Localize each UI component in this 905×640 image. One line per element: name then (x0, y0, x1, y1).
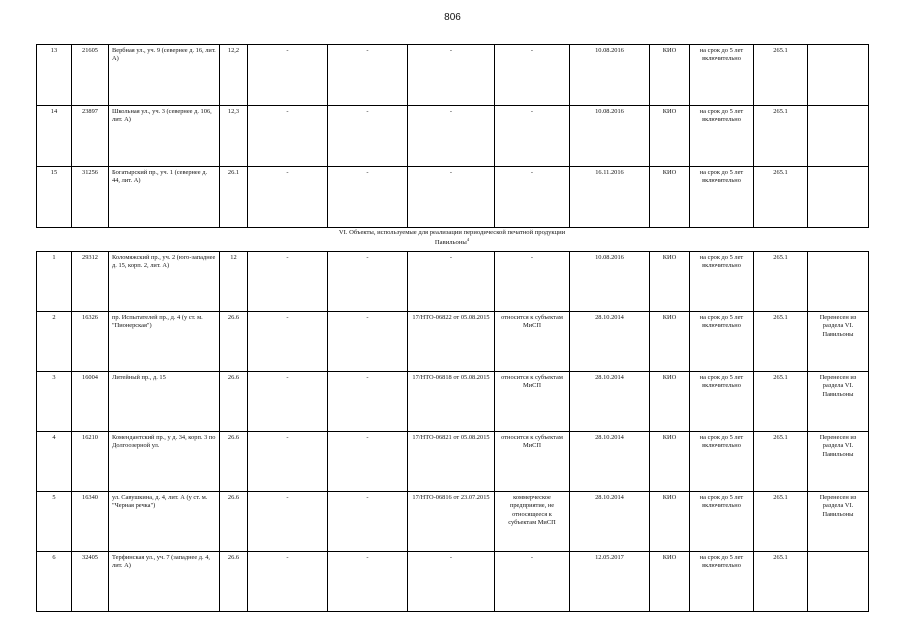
cell-c8: - (495, 167, 570, 228)
cell-c7: - (408, 167, 495, 228)
section-title: VI. Объекты, используемые для реализации периодической печатной продукции (338, 229, 566, 236)
cell-date: 28.10.2014 (570, 492, 650, 552)
cell-date: 10.08.2016 (570, 45, 650, 106)
table-row (37, 372, 869, 432)
cell-address: Вербная ул., уч. 9 (севернее д. 16, лит. А) (109, 45, 220, 106)
cell-c6: - (328, 492, 408, 552)
cell-term: на срок до 5 лет включительно (690, 492, 754, 552)
cell-date: 10.08.2016 (570, 252, 650, 312)
cell-term: на срок до 5 лет включительно (690, 252, 754, 312)
cell-address: Коломяжский пр., уч. 2 (юго-западнее д. 15, корп. 2, лит. А) (109, 252, 220, 312)
cell-c8: относится к субъектам МиСП (495, 372, 570, 432)
cell-note (808, 252, 869, 312)
cell-c8: относится к субъектам МиСП (495, 312, 570, 372)
cell-c7: 17/НТО-06816 от 23.07.2015 (408, 492, 495, 552)
section-subtitle: Павильоны$^4$ (434, 237, 470, 247)
cell-c5: - (248, 492, 328, 552)
cell-term: на срок до 5 лет включительно (690, 552, 754, 612)
table-row (37, 492, 869, 552)
cell-id: 16340 (72, 492, 109, 552)
cell-c6: - (328, 167, 408, 228)
cell-c8: - (495, 552, 570, 612)
cell-area: 26.6 (220, 552, 248, 612)
cell-c7: 17/НТО-06822 от 05.08.2015 (408, 312, 495, 372)
objects-table-top (36, 44, 869, 228)
cell-c7: - (408, 552, 495, 612)
cell-c5: - (248, 372, 328, 432)
cell-code: 265.1 (754, 432, 808, 492)
cell-note: Перенесен из раздела VI. Павильоны (808, 372, 869, 432)
cell-note (808, 552, 869, 612)
table-row (37, 432, 869, 492)
cell-no: 4 (37, 432, 72, 492)
cell-id: 29312 (72, 252, 109, 312)
section-heading (36, 228, 868, 248)
cell-code: 265.1 (754, 106, 808, 167)
cell-id: 23897 (72, 106, 109, 167)
cell-date: 10.08.2016 (570, 106, 650, 167)
cell-c8: - (495, 106, 570, 167)
cell-term: на срок до 5 лет включительно (690, 432, 754, 492)
cell-id: 31256 (72, 167, 109, 228)
cell-c6: - (328, 312, 408, 372)
cell-date: 16.11.2016 (570, 167, 650, 228)
cell-org: КИО (650, 492, 690, 552)
cell-code: 265.1 (754, 167, 808, 228)
cell-no: 5 (37, 492, 72, 552)
cell-org: КИО (650, 312, 690, 372)
cell-c6: - (328, 252, 408, 312)
cell-code: 265.1 (754, 312, 808, 372)
cell-id: 21605 (72, 45, 109, 106)
cell-no: 14 (37, 106, 72, 167)
cell-date: 12.05.2017 (570, 552, 650, 612)
cell-c7: - (408, 45, 495, 106)
cell-term: на срок до 5 лет включительно (690, 312, 754, 372)
table-row (37, 312, 869, 372)
cell-c5: - (248, 432, 328, 492)
cell-c8: коммерческое предприятие, не относящееся к субъектам МиСП (495, 492, 570, 552)
cell-area: 12 (220, 252, 248, 312)
cell-code: 265.1 (754, 492, 808, 552)
cell-code: 265.1 (754, 552, 808, 612)
cell-area: 26.6 (220, 492, 248, 552)
cell-note: Перенесен из раздела VI. Павильоны (808, 432, 869, 492)
cell-c8: - (495, 252, 570, 312)
cell-c6: - (328, 432, 408, 492)
cell-term: на срок до 5 лет включительно (690, 106, 754, 167)
cell-c5: - (248, 252, 328, 312)
cell-no: 6 (37, 552, 72, 612)
cell-date: 28.10.2014 (570, 432, 650, 492)
footnote-mark: 4 (466, 237, 470, 243)
cell-no: 1 (37, 252, 72, 312)
cell-area: 26.6 (220, 372, 248, 432)
table1-body (37, 45, 869, 228)
cell-org: КИО (650, 372, 690, 432)
cell-c8: - (495, 45, 570, 106)
cell-code: 265.1 (754, 252, 808, 312)
cell-address: Терфинская ул., уч. 7 (западнее д. 4, лит. А) (109, 552, 220, 612)
cell-area: 26.1 (220, 167, 248, 228)
cell-note: Перенесен из раздела VI. Павильоны (808, 312, 869, 372)
page-number: 806 (444, 12, 461, 23)
cell-org: КИО (650, 167, 690, 228)
cell-c8: относится к субъектам МиСП (495, 432, 570, 492)
cell-c7: 17/НТО-06821 от 05.08.2015 (408, 432, 495, 492)
cell-date: 28.10.2014 (570, 312, 650, 372)
cell-no: 15 (37, 167, 72, 228)
cell-id: 16326 (72, 312, 109, 372)
cell-address: Школьная ул., уч. 3 (севернее д. 106, лит. А) (109, 106, 220, 167)
cell-c7: 17/НТО-06818 от 05.08.2015 (408, 372, 495, 432)
cell-address: пр. Испытателей пр., д. 4 (у ст. м. "Пионерская") (109, 312, 220, 372)
table2-body (37, 252, 869, 612)
cell-org: КИО (650, 252, 690, 312)
cell-area: 26.6 (220, 432, 248, 492)
table-row (37, 106, 869, 167)
cell-c7: - (408, 106, 495, 167)
cell-id: 16210 (72, 432, 109, 492)
cell-c6: - (328, 45, 408, 106)
cell-c7: - (408, 252, 495, 312)
cell-no: 2 (37, 312, 72, 372)
objects-table-pavilions (36, 251, 869, 612)
cell-note: Перенесен из раздела VI. Павильоны (808, 492, 869, 552)
table-row (37, 552, 869, 612)
cell-term: на срок до 5 лет включительно (690, 372, 754, 432)
cell-c5: - (248, 312, 328, 372)
cell-no: 13 (37, 45, 72, 106)
table-row (37, 45, 869, 106)
cell-code: 265.1 (754, 45, 808, 106)
cell-no: 3 (37, 372, 72, 432)
cell-code: 265.1 (754, 372, 808, 432)
cell-id: 16004 (72, 372, 109, 432)
cell-date: 28.10.2014 (570, 372, 650, 432)
cell-org: КИО (650, 432, 690, 492)
cell-address: ул. Савушкина, д. 4, лит. А (у ст. м. "Черная речка") (109, 492, 220, 552)
table-row (37, 167, 869, 228)
cell-c5: - (248, 106, 328, 167)
cell-term: на срок до 5 лет включительно (690, 45, 754, 106)
cell-area: 12,3 (220, 106, 248, 167)
cell-note (808, 106, 869, 167)
cell-area: 26.6 (220, 312, 248, 372)
cell-c5: - (248, 167, 328, 228)
cell-term: на срок до 5 лет включительно (690, 167, 754, 228)
table-row (37, 252, 869, 312)
cell-note (808, 45, 869, 106)
cell-area: 12,2 (220, 45, 248, 106)
cell-c6: - (328, 552, 408, 612)
cell-id: 32405 (72, 552, 109, 612)
cell-note (808, 167, 869, 228)
cell-org: КИО (650, 106, 690, 167)
cell-address: Богатырский пр., уч. 1 (севернее д. 44, лит. А) (109, 167, 220, 228)
cell-c6: - (328, 106, 408, 167)
cell-org: КИО (650, 552, 690, 612)
cell-address: Литейный пр., д. 15 (109, 372, 220, 432)
cell-c5: - (248, 45, 328, 106)
cell-c6: - (328, 372, 408, 432)
cell-address: Комендантский пр., у д. 34, корп. 3 по Долгоозерной ул. (109, 432, 220, 492)
cell-org: КИО (650, 45, 690, 106)
cell-c5: - (248, 552, 328, 612)
